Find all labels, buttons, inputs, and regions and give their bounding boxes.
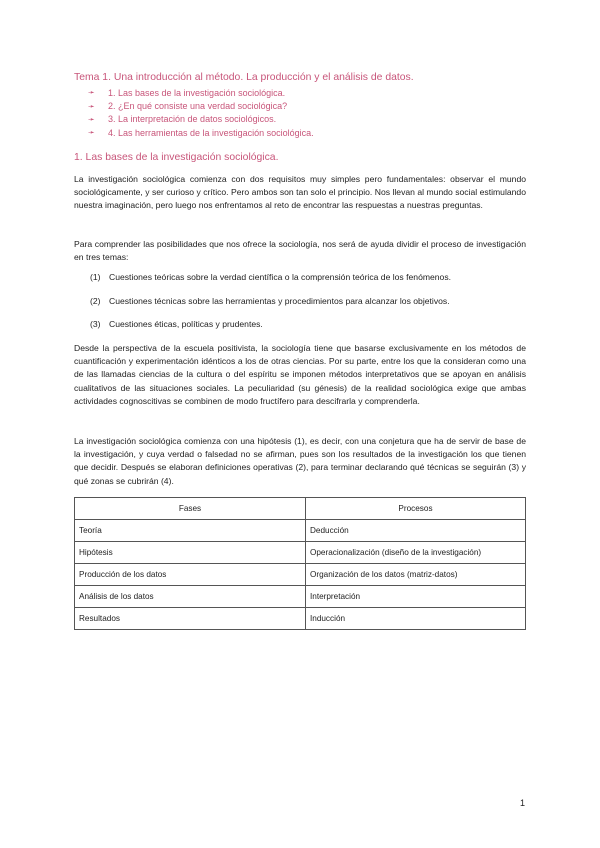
theme-item	[90, 319, 451, 343]
table-cell: Operacionalización (diseño de la investigación)	[306, 542, 526, 564]
toc-item-label: 3. La interpretación de datos sociológicos.	[108, 114, 277, 125]
toc-list	[88, 86, 314, 140]
theme-number: (2)	[90, 295, 101, 306]
theme-item	[90, 296, 451, 320]
column-header-fases: Fases	[75, 498, 306, 520]
table-row	[75, 608, 526, 630]
theme-number: (3)	[90, 319, 101, 329]
toc-item[interactable]	[88, 86, 314, 99]
table-cell: Resultados	[75, 608, 306, 630]
table-cell: Teoría	[75, 520, 306, 542]
toc-item[interactable]	[88, 99, 314, 112]
table-row	[75, 564, 526, 586]
theme-item	[90, 272, 451, 296]
arrow-bullet-icon: ➛	[88, 101, 95, 111]
table-row	[75, 586, 526, 608]
table-cell: Organización de los datos (matriz-datos)	[306, 564, 526, 586]
table-cell: Deducción	[306, 520, 526, 542]
table-cell: Hipótesis	[75, 542, 306, 564]
paragraph: La investigación sociológica comienza con dos requisitos muy simples pero fundamentales: observar el mundo sociológicamente, y ser curioso y crítico. Pero ambos son tan solo el principio. Nos llevan al mundo social estimulando nuestra imaginación, pero luego nos enfrentamos al reto de encontrar las respuestas a nuestras preguntas.	[74, 174, 526, 211]
table-cell: Interpretación	[306, 586, 526, 608]
table-row	[75, 542, 526, 564]
arrow-bullet-icon: ➛	[88, 114, 95, 124]
toc-item-label: 4. Las herramientas de la investigación sociológica.	[108, 127, 314, 138]
themes-list	[90, 272, 451, 343]
arrow-bullet-icon: ➛	[88, 128, 95, 138]
table-header-row	[75, 498, 526, 520]
theme-text: Cuestiones técnicas sobre las herramientas y procedimientos para alcanzar los objetivos.	[109, 295, 450, 306]
paragraph: Desde la perspectiva de la escuela positivista, la sociología tiene que basarse exclusivamente en los métodos de cuantificación y experimentación idénticos a los de otras ciencias. Por su parte, entre los que la consideran como una de las llamadas ciencias de la cultura o del espíritu se imponen métodos interpretativos que se apoyan en análisis cualitativos de las situaciones sociales. La peculiaridad (su génesis) de la realidad sociológica exige que ambas actividades cognoscitivas se combinen de modo fructífero para descifrarla y comprenderla.	[74, 343, 526, 406]
toc-item-label: 1. Las bases de la investigación sociológica.	[108, 87, 286, 98]
toc-item[interactable]	[88, 113, 314, 126]
theme-number: (1)	[90, 272, 101, 282]
arrow-bullet-icon: ➛	[88, 88, 95, 98]
table-row	[75, 520, 526, 542]
table-cell: Producción de los datos	[75, 564, 306, 586]
page-number: 1	[520, 798, 526, 808]
toc-title: Tema 1. Una introducción al método. La producción y el análisis de datos.	[74, 72, 414, 83]
table-cell: Análisis de los datos	[75, 586, 306, 608]
table-cell: Inducción	[306, 608, 526, 630]
paragraph: La investigación sociológica comienza con una hipótesis (1), es decir, con una conjetura que ha de servir de base de la investigación, y cuya verdad o falsedad no se afirman, pues son los resultados de la investigación los que tienen que decidir. Después se elaboran definiciones operativas (2), para terminar declarando qué técnicas se seguirán (3) y qué zonas se cubrirán (4).	[74, 436, 526, 486]
section-heading: 1. Las bases de la investigación sociológica.	[74, 152, 279, 163]
column-header-procesos: Procesos	[306, 498, 526, 520]
toc-item[interactable]	[88, 126, 314, 139]
phases-table	[74, 497, 526, 630]
theme-text: Cuestiones éticas, políticas y prudentes.	[109, 319, 263, 329]
theme-text: Cuestiones teóricas sobre la verdad científica o la comprensión teórica de los fenómenos.	[109, 272, 452, 282]
toc-item-label: 2. ¿En qué consiste una verdad sociológica?	[108, 101, 288, 112]
paragraph: Para comprender las posibilidades que nos ofrece la sociología, nos será de ayuda dividir el proceso de investigación en tres temas:	[74, 239, 526, 263]
